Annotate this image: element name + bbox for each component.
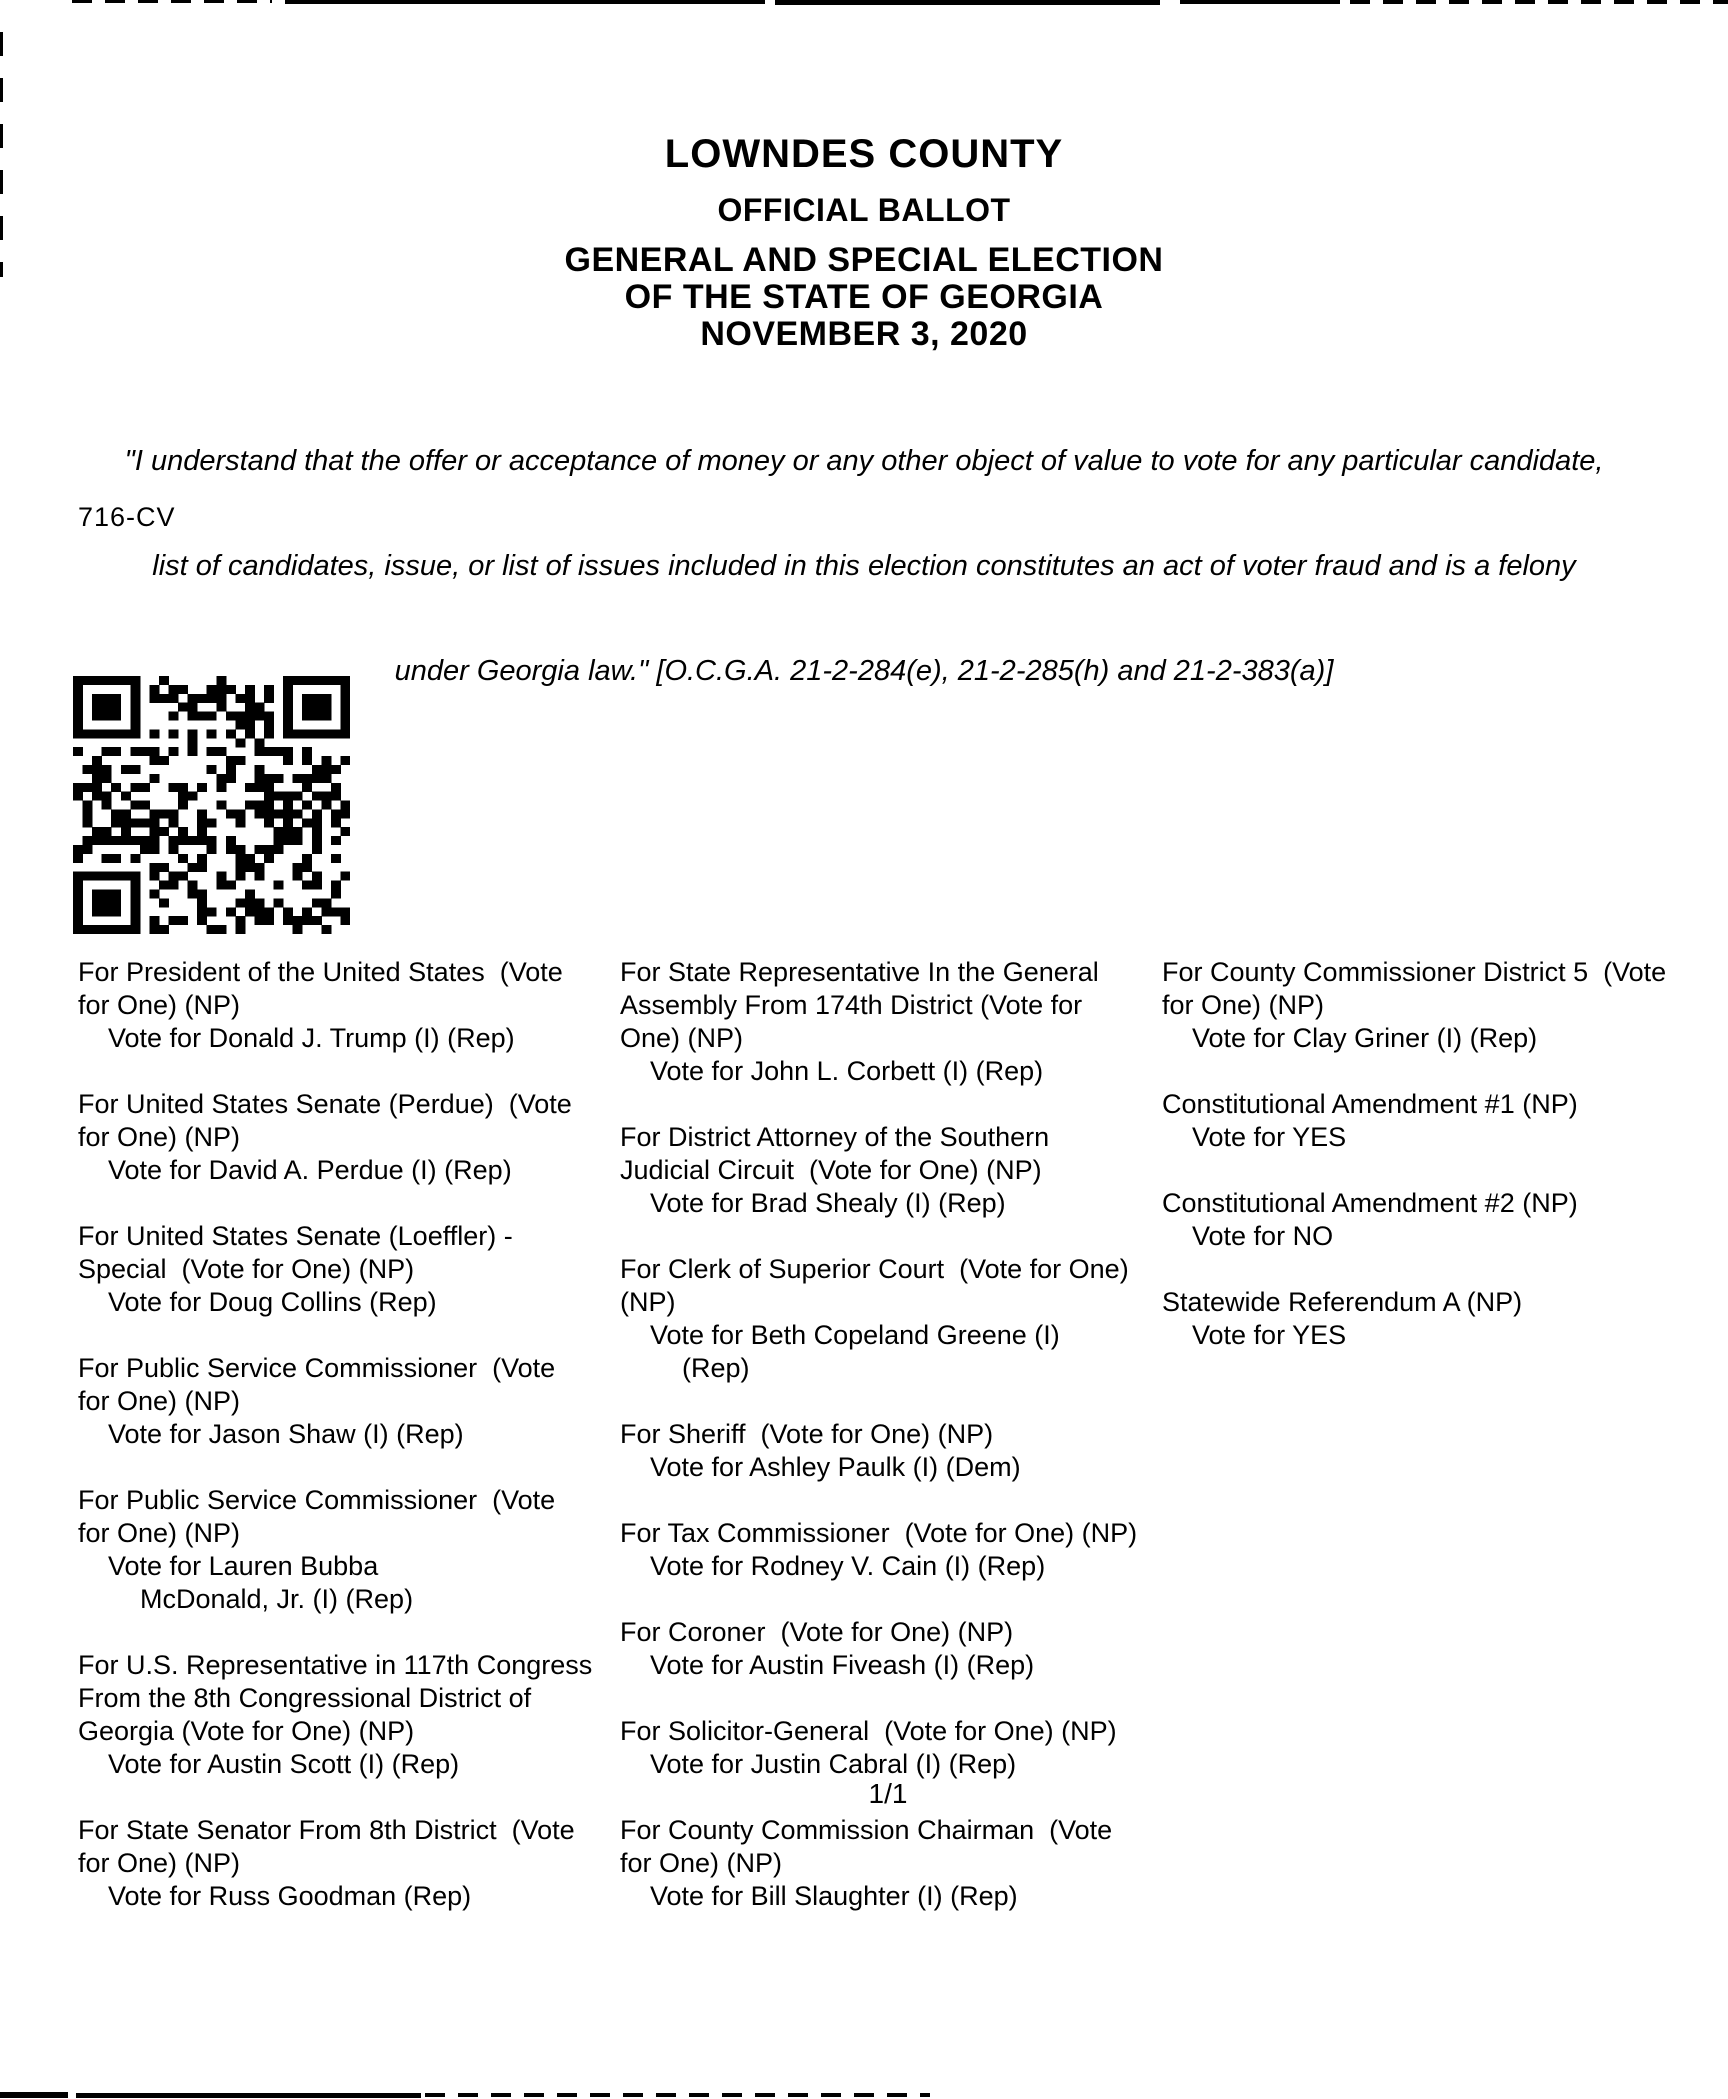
election-title-line: OF THE STATE OF GEORGIA <box>624 278 1104 316</box>
contest <box>78 1352 626 1451</box>
contest <box>620 1517 1180 1583</box>
contest <box>1162 1286 1728 1352</box>
vote-selection-line: Vote for Rodney V. Cain (I) (Rep) <box>650 1551 1046 1581</box>
contest-title-line: For U.S. Representative in 117th Congress <box>78 1650 593 1680</box>
contest-title-line: Assembly From 174th District (Vote for <box>620 990 1083 1020</box>
contest <box>620 1814 1180 1913</box>
contest-title-line: For County Commission Chairman (Vote <box>620 1815 1113 1845</box>
vote-selection-line: Vote for Doug Collins (Rep) <box>108 1287 437 1317</box>
voter-fraud-disclaimer <box>0 374 1728 724</box>
vote-selection-line: Vote for Ashley Paulk (I) (Dem) <box>650 1452 1021 1482</box>
contest-title-line: Judicial Circuit (Vote for One) (NP) <box>620 1155 1042 1185</box>
vote-selection-line: Vote for John L. Corbett (I) (Rep) <box>650 1056 1044 1086</box>
vote-selection-line: McDonald, Jr. (I) (Rep) <box>140 1584 414 1614</box>
contest <box>620 1616 1180 1682</box>
vote-selection-line: Vote for Austin Scott (I) (Rep) <box>108 1749 460 1779</box>
contest-title-line: For United States Senate (Loeffler) - <box>78 1221 513 1251</box>
contest <box>620 956 1180 1088</box>
qr-code <box>73 676 350 934</box>
contest-title-line: For State Senator From 8th District (Vote <box>78 1815 575 1845</box>
contest-title-line: For Clerk of Superior Court (Vote for One) <box>620 1254 1129 1284</box>
contest-title-line: For Coroner (Vote for One) (NP) <box>620 1617 1014 1647</box>
contest <box>620 1715 1180 1781</box>
contest <box>78 1220 626 1319</box>
vote-selection-line: Vote for Brad Shealy (I) (Rep) <box>650 1188 1006 1218</box>
vote-selection-line: Vote for Lauren Bubba <box>108 1551 379 1581</box>
contest <box>620 1253 1180 1385</box>
contest-title-line: One) (NP) <box>620 1023 744 1053</box>
contest-title-line: From the 8th Congressional District of <box>78 1683 532 1713</box>
contest-title-line: for One) (NP) <box>78 1848 241 1878</box>
contest <box>620 1418 1180 1484</box>
vote-selection-line: Vote for Clay Griner (I) (Rep) <box>1192 1023 1538 1053</box>
vote-selection-line: Vote for YES <box>1192 1320 1347 1350</box>
vote-selection-line: Vote for David A. Perdue (I) (Rep) <box>108 1155 512 1185</box>
contest-title-line: For President of the United States (Vote <box>78 957 563 987</box>
contest-title-line: (NP) <box>620 1287 676 1317</box>
vote-selection-line: Vote for Austin Fiveash (I) (Rep) <box>650 1650 1035 1680</box>
contest <box>1162 956 1728 1055</box>
contest <box>78 1088 626 1187</box>
vote-selection-line: Vote for NO <box>1192 1221 1334 1251</box>
vote-selection-line: (Rep) <box>682 1353 750 1383</box>
contest <box>620 1121 1180 1220</box>
disclaimer-line: list of candidates, issue, or list of issues included in this election constitutes an act of voter fraud and is a felony <box>152 550 1576 582</box>
contest-title-line: Special (Vote for One) (NP) <box>78 1254 415 1284</box>
contest-title-line: For Sheriff (Vote for One) (NP) <box>620 1419 994 1449</box>
page-number: 1/1 <box>868 1778 908 1809</box>
contest <box>1162 1088 1728 1154</box>
contest-title-line: for One) (NP) <box>1162 990 1325 1020</box>
vote-selection-line: Vote for Beth Copeland Greene (I) <box>650 1320 1060 1350</box>
vote-selection-line: Vote for Russ Goodman (Rep) <box>108 1881 472 1911</box>
contest-title-line: Constitutional Amendment #1 (NP) <box>1162 1089 1578 1119</box>
contest-title-line: for One) (NP) <box>78 1122 241 1152</box>
election-title <box>0 242 1728 353</box>
election-date: NOVEMBER 3, 2020 <box>700 315 1028 353</box>
vote-selection-line: Vote for Bill Slaughter (I) (Rep) <box>650 1881 1018 1911</box>
vote-selection-line: Vote for Justin Cabral (I) (Rep) <box>650 1749 1017 1779</box>
contest-title-line: for One) (NP) <box>78 1386 241 1416</box>
precinct-code: 716-CV <box>78 502 176 532</box>
contest <box>78 1649 626 1781</box>
contest-title-line: For Public Service Commissioner (Vote <box>78 1353 556 1383</box>
contest-title-line: Georgia (Vote for One) (NP) <box>78 1716 415 1746</box>
contest <box>1162 1187 1728 1253</box>
disclaimer-line: "I understand that the offer or acceptance of money or any other object of value to vote for any particular candidate, <box>124 445 1604 477</box>
contest-column-3 <box>1162 956 1728 1385</box>
contest-title-line: For Public Service Commissioner (Vote <box>78 1485 556 1515</box>
qr-code-image <box>73 676 350 934</box>
contest <box>78 1814 626 1913</box>
contest-title-line: Constitutional Amendment #2 (NP) <box>1162 1188 1578 1218</box>
contest-title-line: For Solicitor-General (Vote for One) (NP) <box>620 1716 1117 1746</box>
contest-title-line: For State Representative In the General <box>620 957 1099 987</box>
vote-selection-line: Vote for Jason Shaw (I) (Rep) <box>108 1419 464 1449</box>
contest-title-line: For District Attorney of the Southern <box>620 1122 1050 1152</box>
contest <box>78 1484 626 1616</box>
election-title-line: GENERAL AND SPECIAL ELECTION <box>564 241 1164 279</box>
contest-title-line: For United States Senate (Perdue) (Vote <box>78 1089 572 1119</box>
contest-title-line: for One) (NP) <box>78 1518 241 1548</box>
contest-title-line: for One) (NP) <box>78 990 241 1020</box>
disclaimer-line: under Georgia law." [O.C.G.A. 21-2-284(e), 21-2-285(h) and 21-2-383(a)] <box>394 655 1334 687</box>
contest <box>78 956 626 1055</box>
vote-selection-line: Vote for YES <box>1192 1122 1347 1152</box>
contest-title-line: For Tax Commissioner (Vote for One) (NP) <box>620 1518 1138 1548</box>
contest-title-line: Statewide Referendum A (NP) <box>1162 1287 1523 1317</box>
contest-title-line: for One) (NP) <box>620 1848 783 1878</box>
vote-selection-line: Vote for Donald J. Trump (I) (Rep) <box>108 1023 515 1053</box>
contest-title-line: For County Commissioner District 5 (Vote <box>1162 957 1667 987</box>
county-title: LOWNDES COUNTY <box>664 132 1064 176</box>
ballot-title: OFFICIAL BALLOT <box>717 192 1011 228</box>
